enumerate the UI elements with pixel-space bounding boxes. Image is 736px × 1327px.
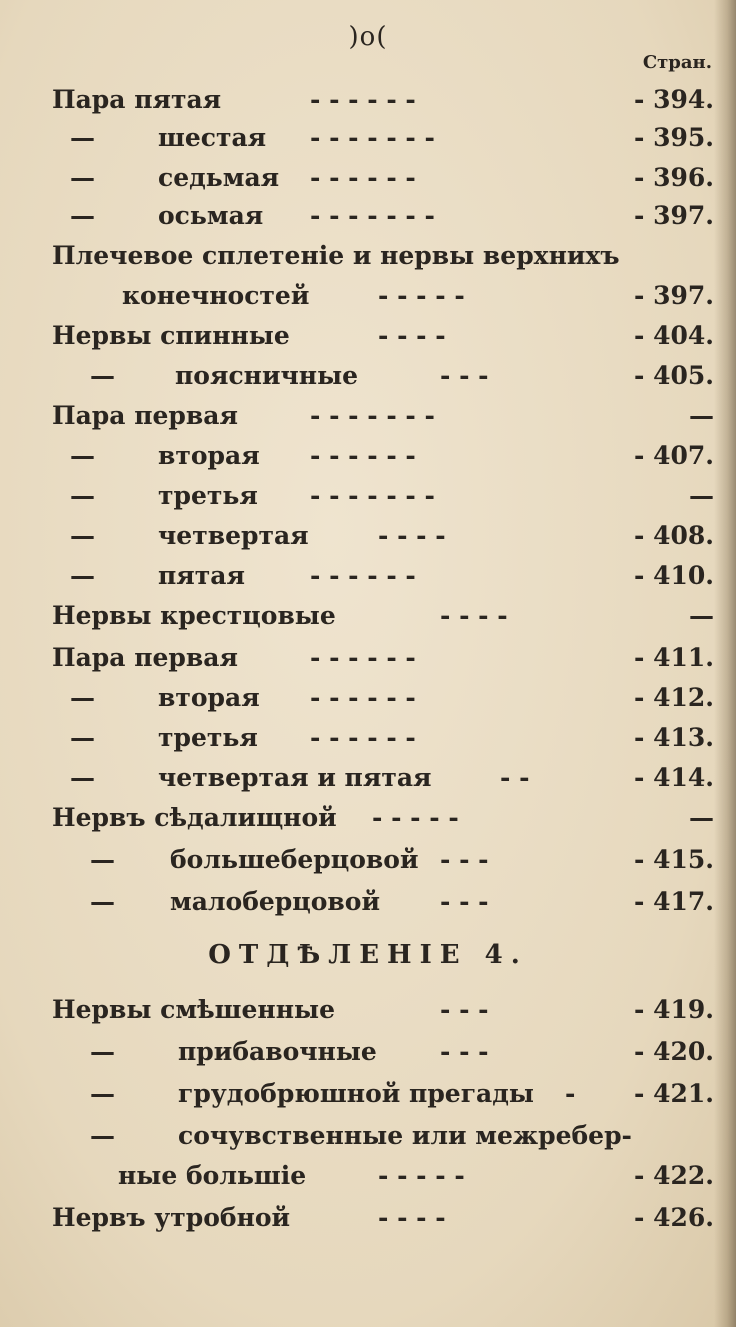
- toc-page-number: - 414.: [634, 763, 714, 792]
- toc-page-number: - 404.: [634, 321, 714, 350]
- toc-ditto-dash: —: [70, 763, 95, 792]
- toc-leader-dots: - - - - -: [378, 281, 465, 310]
- toc-page-number: - 413.: [634, 723, 714, 752]
- toc-row: [0, 556, 736, 596]
- toc-page-number: - 421.: [634, 1079, 714, 1108]
- toc-leader-dots: - - - - - -: [310, 723, 416, 752]
- toc-row: [0, 356, 736, 396]
- toc-page-number: - 417.: [634, 887, 714, 916]
- toc-row: [0, 1198, 736, 1238]
- toc-row: [0, 1074, 736, 1114]
- toc-entry-label: ные большіе: [118, 1161, 307, 1190]
- toc-ditto-dash: —: [70, 723, 95, 752]
- toc-ditto-dash: —: [70, 123, 95, 152]
- toc-page-number: - 397.: [634, 281, 714, 310]
- toc-page-number: - 408.: [634, 521, 714, 550]
- toc-leader-dots: - - - - - - -: [310, 123, 435, 152]
- page-column-label: Cтран.: [642, 52, 712, 73]
- toc-leader-dots: - - - - - - -: [310, 201, 435, 230]
- toc-page-number: - 411.: [634, 643, 714, 672]
- toc-entry-label: конечностей: [122, 281, 310, 310]
- toc-page-number: - 394.: [634, 85, 714, 114]
- toc-ditto-dash: —: [90, 845, 115, 874]
- toc-entry-label: Пара пятая: [52, 85, 222, 114]
- toc-entry-label: большеберцовой: [170, 845, 419, 874]
- toc-leader-dots: - - -: [440, 1037, 489, 1066]
- toc-page-number: - 396.: [634, 163, 714, 192]
- toc-leader-dots: - - - - - -: [310, 441, 416, 470]
- toc-entry-label: третья: [158, 481, 258, 510]
- toc-entry-label: Пара первая: [52, 643, 238, 672]
- toc-ditto-dash: —: [70, 521, 95, 550]
- toc-entry-label: четвертая и пятая: [158, 763, 432, 792]
- toc-row: [0, 798, 736, 838]
- toc-leader-dots: - - -: [440, 887, 489, 916]
- toc-page-number: - 422.: [634, 1161, 714, 1190]
- toc-row: [0, 196, 736, 236]
- toc-entry-label: Плечевое сплетеніе и нервы верхнихъ: [52, 241, 620, 270]
- toc-entry-label: четвертая: [158, 521, 309, 550]
- toc-row: [0, 158, 736, 198]
- toc-leader-dots: - - - - - -: [310, 85, 416, 114]
- toc-ditto-dash: —: [70, 201, 95, 230]
- toc-row: [0, 1116, 736, 1156]
- toc-ditto-dash: —: [70, 441, 95, 470]
- toc-entry-label: сочувственные или межребер-: [178, 1121, 632, 1150]
- toc-leader-dots: - - - - - -: [310, 683, 416, 712]
- toc-ditto-dash: —: [90, 1079, 115, 1108]
- toc-page-number: - 410.: [634, 561, 714, 590]
- toc-leader-dots: - - - - -: [378, 1161, 465, 1190]
- toc-entry-label: Нервы крестцовые: [52, 601, 336, 630]
- toc-page-number: —: [689, 401, 714, 430]
- page-ornament: )o(: [348, 22, 388, 52]
- toc-leader-dots: - - - - - - -: [310, 481, 435, 510]
- toc-entry-label: вторая: [158, 683, 260, 712]
- toc-row: [0, 1032, 736, 1072]
- toc-ditto-dash: —: [90, 1037, 115, 1066]
- toc-page-number: - 395.: [634, 123, 714, 152]
- toc-page-number: - 426.: [634, 1203, 714, 1232]
- toc-row: [0, 638, 736, 678]
- toc-leader-dots: - - -: [440, 995, 489, 1024]
- toc-ditto-dash: —: [70, 481, 95, 510]
- toc-row: [0, 436, 736, 476]
- toc-leader-dots: - - - - -: [372, 803, 459, 832]
- toc-row: [0, 1156, 736, 1196]
- toc-entry-label: пятая: [158, 561, 245, 590]
- toc-entry-label: Нервъ утробной: [52, 1203, 291, 1232]
- section-title: ОТДѢЛЕНІЕ 4.: [208, 940, 528, 970]
- toc-entry-label: Нервы смѣшенные: [52, 995, 335, 1024]
- toc-leader-dots: - - -: [440, 845, 489, 874]
- toc-leader-dots: - - - - - -: [310, 163, 416, 192]
- toc-page-number: - 419.: [634, 995, 714, 1024]
- toc-ditto-dash: —: [70, 561, 95, 590]
- toc-entry-label: осьмая: [158, 201, 264, 230]
- toc-page-number: - 405.: [634, 361, 714, 390]
- toc-leader-dots: - - - - - - -: [310, 401, 435, 430]
- toc-row: [0, 80, 736, 120]
- toc-entry-label: Нервъ сѣдалищной: [52, 803, 337, 832]
- toc-entry-label: Нервы спинные: [52, 321, 290, 350]
- toc-leader-dots: -: [565, 1079, 576, 1108]
- toc-leader-dots: - - - -: [378, 321, 446, 350]
- toc-page-number: —: [689, 481, 714, 510]
- toc-entry-label: грудобрюшной прегады: [178, 1079, 534, 1108]
- toc-row: [0, 596, 736, 636]
- toc-ditto-dash: —: [90, 1121, 115, 1150]
- toc-page-number: - 420.: [634, 1037, 714, 1066]
- toc-entry-label: прибавочные: [178, 1037, 377, 1066]
- toc-page-number: - 397.: [634, 201, 714, 230]
- toc-leader-dots: - - - - - -: [310, 561, 416, 590]
- toc-leader-dots: - - - -: [378, 521, 446, 550]
- toc-ditto-dash: —: [90, 361, 115, 390]
- toc-entry-label: вторая: [158, 441, 260, 470]
- toc-leader-dots: - - - -: [440, 601, 508, 630]
- toc-leader-dots: - - -: [440, 361, 489, 390]
- toc-row: [0, 516, 736, 556]
- toc-row: [0, 758, 736, 798]
- toc-leader-dots: - -: [500, 763, 530, 792]
- toc-entry-label: шестая: [158, 123, 267, 152]
- toc-entry-label: седьмая: [158, 163, 280, 192]
- toc-row: [0, 236, 736, 276]
- toc-entry-label: поясничные: [175, 361, 359, 390]
- toc-leader-dots: - - - -: [378, 1203, 446, 1232]
- toc-page-number: —: [689, 601, 714, 630]
- toc-entry-label: малоберцовой: [170, 887, 381, 916]
- toc-row: [0, 396, 736, 436]
- toc-entry-label: третья: [158, 723, 258, 752]
- toc-row: [0, 476, 736, 516]
- toc-page-number: - 412.: [634, 683, 714, 712]
- toc-page-number: - 407.: [634, 441, 714, 470]
- toc-entry-label: Пара первая: [52, 401, 238, 430]
- toc-row: [0, 316, 736, 356]
- toc-leader-dots: - - - - - -: [310, 643, 416, 672]
- toc-ditto-dash: —: [90, 887, 115, 916]
- toc-row: [0, 276, 736, 316]
- toc-ditto-dash: —: [70, 683, 95, 712]
- toc-page-number: —: [689, 803, 714, 832]
- toc-ditto-dash: —: [70, 163, 95, 192]
- toc-row: [0, 678, 736, 718]
- toc-row: [0, 882, 736, 922]
- toc-row: [0, 840, 736, 880]
- toc-row: [0, 990, 736, 1030]
- toc-row: [0, 718, 736, 758]
- toc-page-number: - 415.: [634, 845, 714, 874]
- toc-row: [0, 118, 736, 158]
